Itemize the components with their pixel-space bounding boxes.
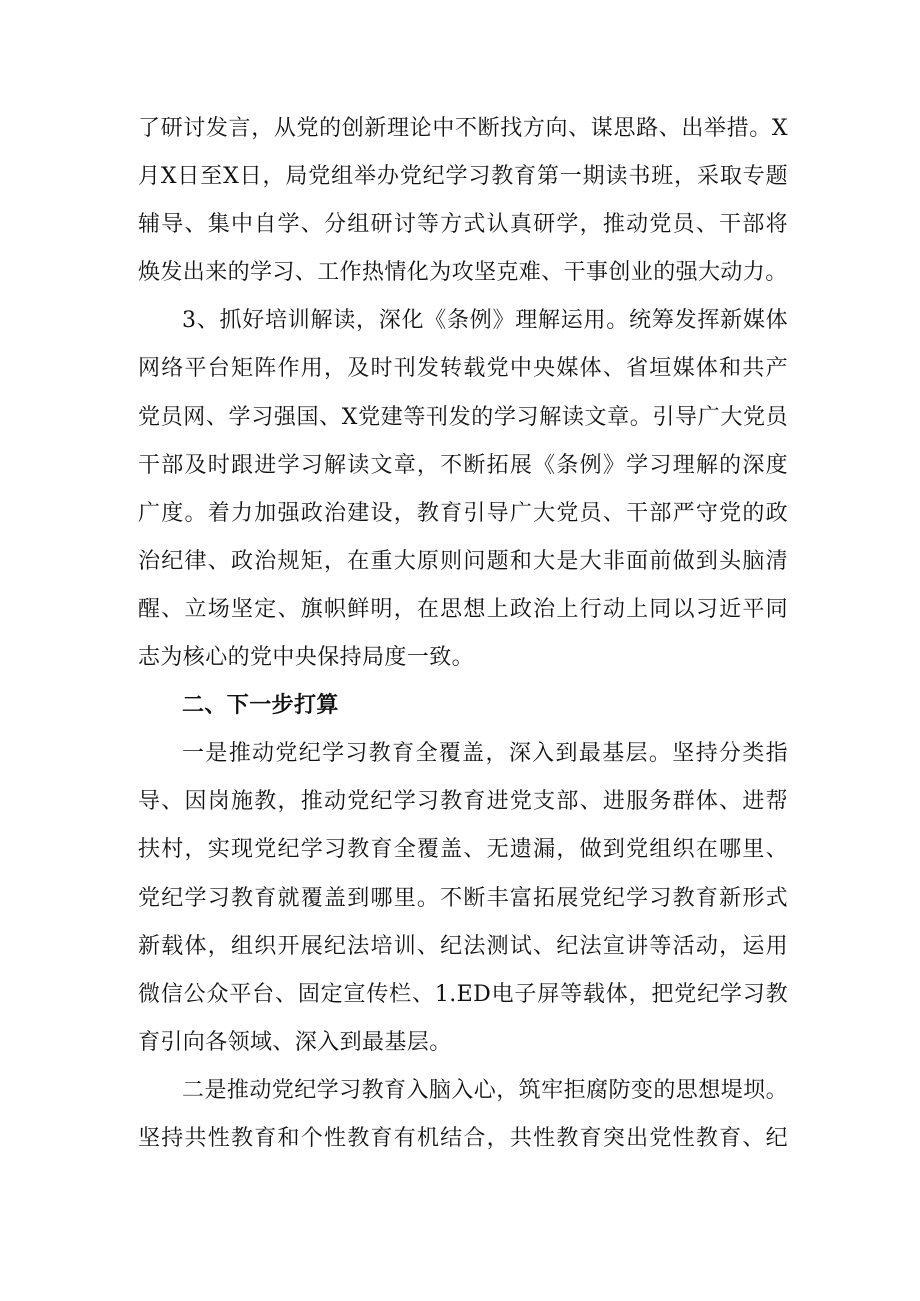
paragraph-line: 坚持共性教育和个性教育有机结合，共性教育突出党性教育、纪 [138, 1125, 788, 1151]
paragraph-line: 了研讨发言，从党的创新理论中不断找方向、谋思路、出举措。X [138, 116, 788, 141]
paragraph-line: 治纪律、政治规矩，在重大原则问题和大是大非面前做到头脑清 [138, 548, 788, 574]
paragraph-line: 辅导、集中自学、分组研讨等方式认真研学，推动党员、干部将 [138, 212, 788, 238]
section-heading: 二、下一步打算 [182, 693, 339, 719]
paragraph-line: 3、抓好培训解读，深化《条例》理解运用。统筹发挥新媒体 [182, 308, 788, 334]
paragraph-line: 志为核心的党中央保持局度一致。 [138, 645, 475, 671]
paragraph-line: 一是推动党纪学习教育全覆盖，深入到最基层。坚持分类指 [182, 741, 788, 767]
document-body [138, 105, 788, 1163]
paragraph-line: 网络平台矩阵作用，及时刊发转载党中央媒体、省垣媒体和共产 [138, 356, 788, 382]
paragraph-line: 新载体，组织开展纪法培训、纪法测试、纪法宣讲等活动，运用 [138, 933, 788, 959]
paragraph-line: 微信公众平台、固定宣传栏、1.ED电子屏等载体，把党纪学习教 [138, 981, 788, 1007]
paragraph-line: 干部及时跟进学习解读文章，不断拓展《条例》学习理解的深度 [138, 452, 788, 478]
paragraph-line: 广度。着力加强政治建设，教育引导广大党员、干部严守党的政 [138, 500, 788, 526]
paragraph-line: 扶村，实现党纪学习教育全覆盖、无遗漏，做到党组织在哪里、 [138, 837, 788, 863]
paragraph-line: 导、因岗施教，推动党纪学习教育进党支部、进服务群体、进帮 [138, 789, 788, 815]
paragraph-line: 焕发出来的学习、工作热情化为攻坚克难、干事创业的强大动力。 [138, 260, 788, 286]
paragraph-line: 醒、立场坚定、旗帜鲜明，在思想上政治上行动上同以习近平同 [138, 596, 788, 622]
paragraph-line: 党纪学习教育就覆盖到哪里。不断丰富拓展党纪学习教育新形式 [138, 885, 788, 911]
paragraph-line: 党员网、学习强国、X党建等刊发的学习解读文章。引导广大党员 [138, 404, 788, 430]
paragraph-line: 育引向各领域、深入到最基层。 [138, 1029, 452, 1055]
paragraph-line: 月X日至X日，局党组举办党纪学习教育第一期读书班，采取专题 [138, 164, 788, 190]
paragraph-line: 二是推动党纪学习教育入脑入心，筑牢拒腐防变的思想堤坝。 [182, 1077, 788, 1103]
